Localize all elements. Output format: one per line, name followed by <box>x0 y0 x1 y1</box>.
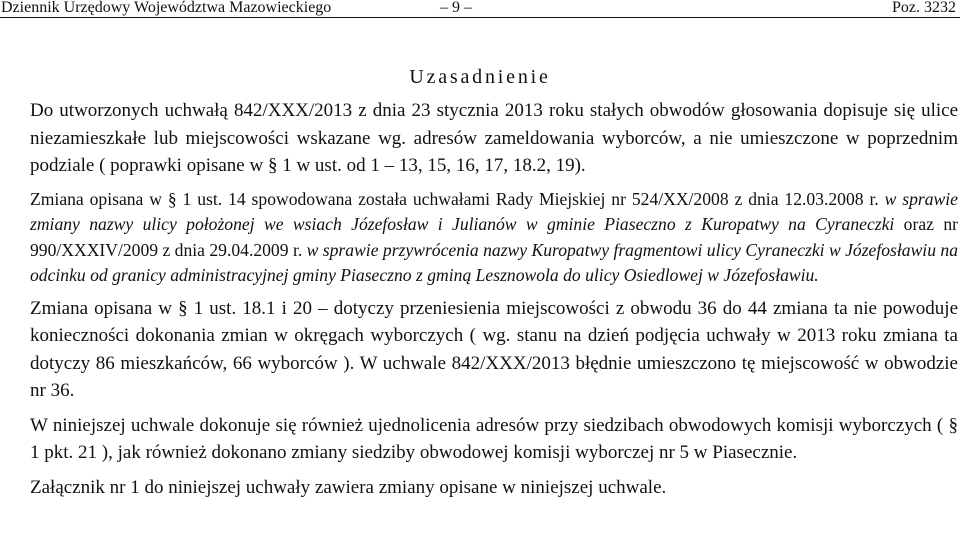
section-title: Uzasadnienie <box>409 66 551 88</box>
paragraph-2-text-2: oraz nr 990/XXXIV/2009 z dnia 29.04.2009 r. <box>30 214 958 260</box>
journal-name: Dziennik Urzędowy Województwa Mazowieckiego <box>1 0 332 16</box>
position-number: Poz. 3232 <box>892 0 956 16</box>
paragraph-2-italic-2: w sprawie przywrócenia nazwy Kuropatwy fragmentowi ulicy Cyraneczki w Józefosławiu na odcinku od granicy administracyjnej gminy Piaseczno z gminą Lesznowola do ulicy Osiedlowej w Józefosławiu. <box>30 239 958 285</box>
paragraph-2 <box>30 187 958 289</box>
page-number: – 9 – <box>440 0 472 16</box>
paragraph-4: W niniejszej uchwale dokonuje się również ujednolicenia adresów przy siedzibach obwodowych komisji wyborczych ( § 1 pkt. 21 ), jak również dokonano zmiany siedziby obwodowej komisji wyborczej nr 5 w Piasecznie. <box>30 414 958 463</box>
document-body <box>30 97 958 508</box>
header-rule <box>0 17 960 18</box>
page-header <box>0 0 960 17</box>
paragraph-5: Załącznik nr 1 do niniejszej uchwały zawiera zmiany opisane w niniejszej uchwale. <box>30 476 667 498</box>
paragraph-3: Zmiana opisana w § 1 ust. 18.1 i 20 – dotyczy przeniesienia miejscowości z obwodu 36 do 44 zmiana ta nie powoduje konieczności dokonania zmian w okręgach wyborczych ( wg. stanu na dzień podjęcia uchwały w 2013 roku zmiana ta dotyczy 86 mieszkańców, 66 wyborców ). W uchwale 842/XXX/2013 błędnie umieszczono tę miejscowość w obwodzie nr 36. <box>30 297 958 401</box>
paragraph-1: Do utworzonych uchwałą 842/XXX/2013 z dnia 23 stycznia 2013 roku stałych obwodów głosowania dopisuje się ulice niezamieszkałe lub miejscowości wskazane wg. adresów zameldowania wyborców, a nie umieszczone w poprzednim podziale ( poprawki opisane w § 1 w ust. od 1 – 13, 15, 16, 17, 18.2, 19). <box>30 100 958 176</box>
paragraph-2-text-1: Zmiana opisana w § 1 ust. 14 spowodowana została uchwałami Rady Miejskiej nr 524/XX/2008 z dnia 12.03.2008 r. <box>30 188 885 209</box>
paragraph-2-italic-1: w sprawie zmiany nazwy ulicy położonej we wsiach Józefosław i Julianów w gminie Piaseczno z Kuropatwy na Cyraneczki <box>30 188 958 234</box>
